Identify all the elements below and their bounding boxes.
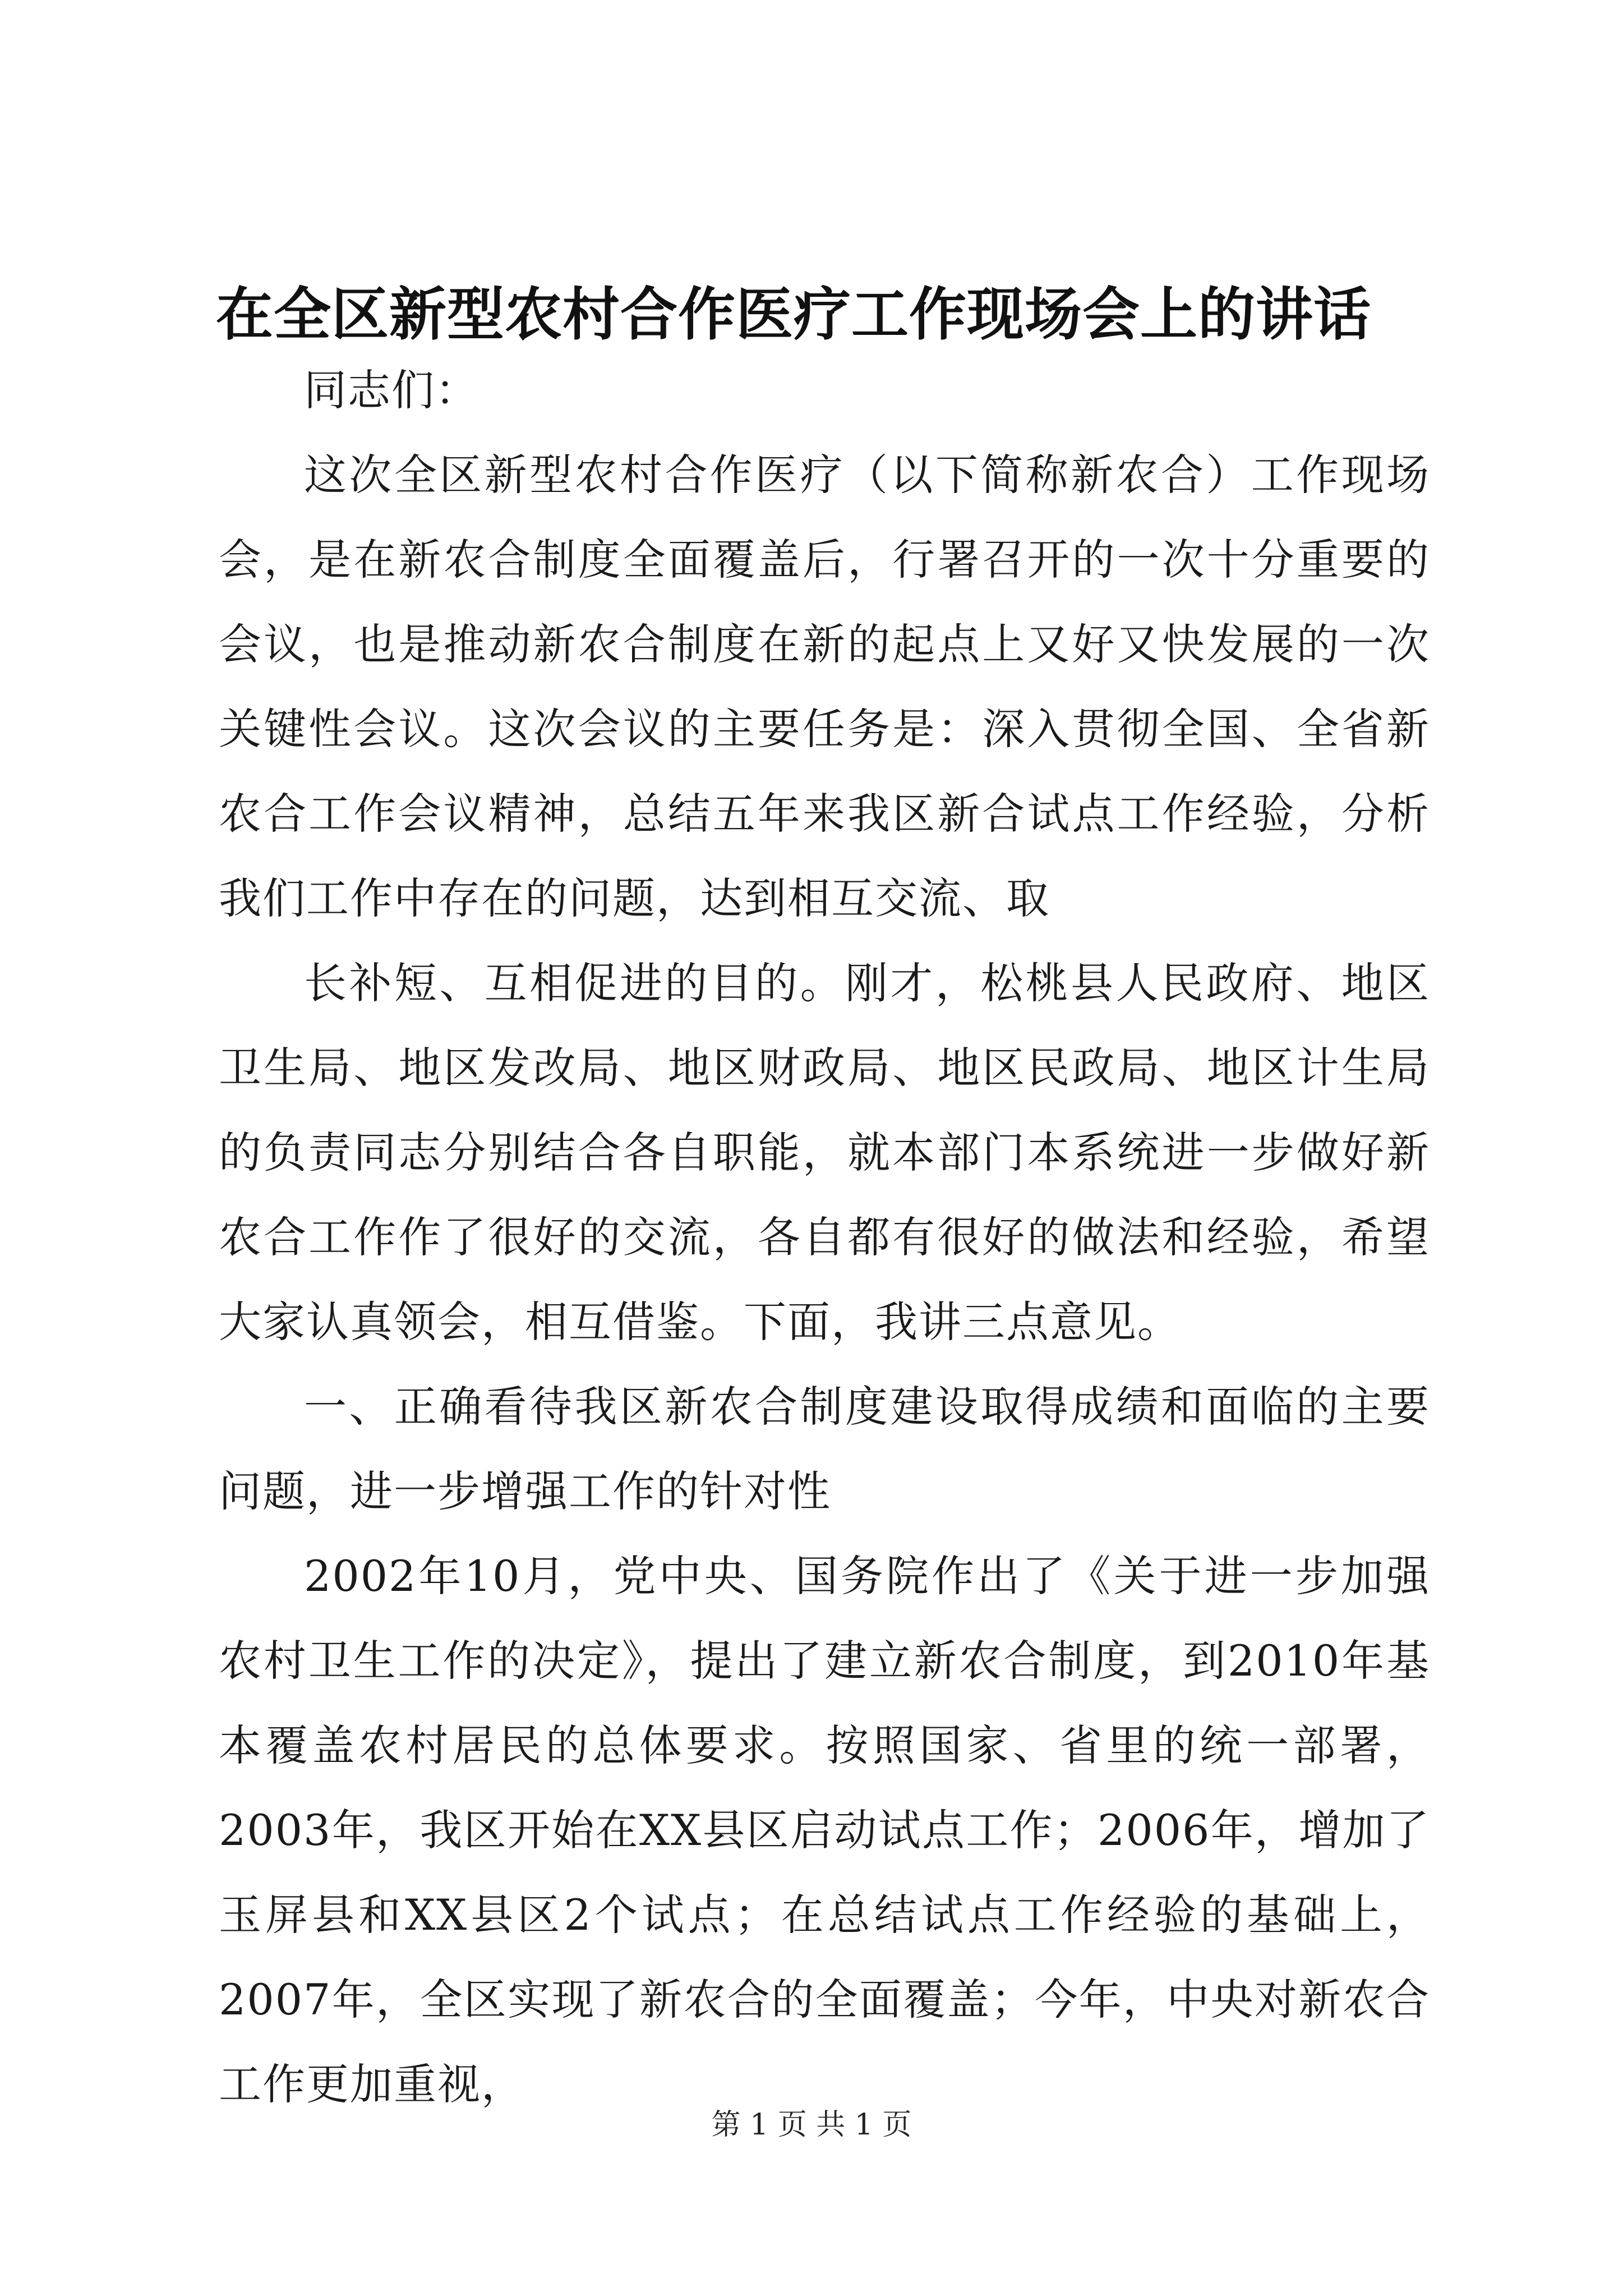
section-heading-paragraph: 一、正确看待我区新农合制度建设取得成绩和面临的主要问题，进一步增强工作的针对性 [219, 1382, 1430, 1516]
body-paragraph: 这次全区新型农村合作医疗（以下简称新农合）工作现场会，是在新农合制度全面覆盖后，行署召开的一次十分重要的会议，也是推动新农合制度在新的起点上又好又快发展的一次关键性会议。这次会议的主要任务是：深入贯彻全国、全省新农合工作会议精神，总结五年来我区新合试点工作经验，分析我们工作中存在的问题，达到相互交流、取 [219, 450, 1430, 923]
body-paragraph: 2002年10月，党中央、国务院作出了《关于进一步加强农村卫生工作的决定》，提出了建立新农合制度，到2010年基本覆盖农村居民的总体要求。按照国家、省里的统一部署，2003年，我区开始在XX县区启动试点工作；2006年，增加了玉屏县和XX县区2个试点；在总结试点工作经验的基础上，2007年，全区实现了新农合的全面覆盖；今年，中央对新农合工作更加重视， [219, 1551, 1430, 2109]
document-body [219, 348, 1430, 2127]
document-title: 在全区新型农村合作医疗工作现场会上的讲话 [216, 281, 1371, 348]
body-paragraph: 长补短、互相促进的目的。刚才，松桃县人民政府、地区卫生局、地区发改局、地区财政局、地区民政局、地区计生局的负责同志分别结合各自职能，就本部门本系统进一步做好新农合工作作了很好的交流，各自都有很好的做法和经验，希望大家认真领会，相互借鉴。下面，我讲三点意见。 [219, 958, 1430, 1347]
salutation-paragraph: 同志们： [304, 365, 479, 415]
page-number-footer: 第 1 页 共 1 页 [711, 2108, 912, 2142]
